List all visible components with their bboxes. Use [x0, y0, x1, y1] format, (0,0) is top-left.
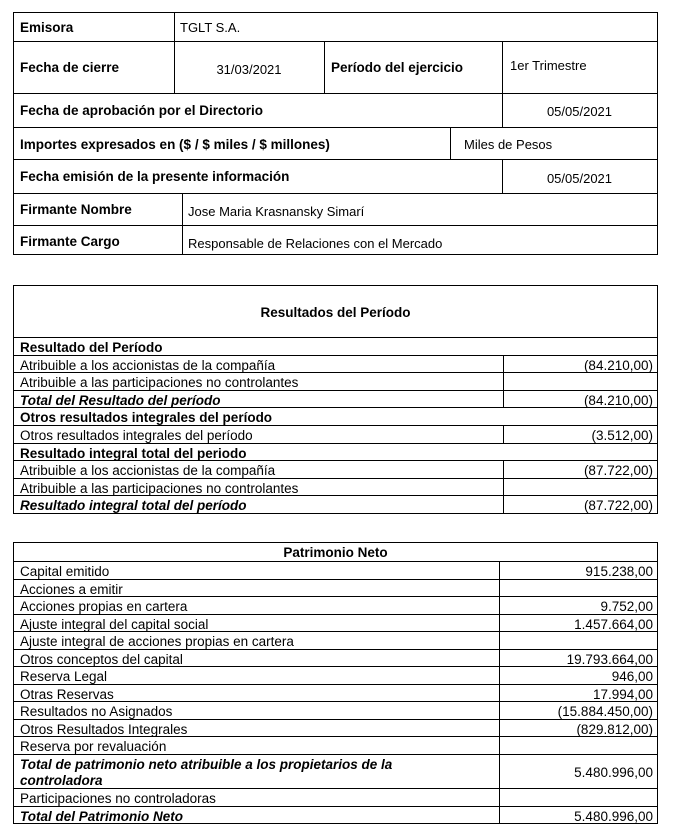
periodo-value: 1er Trimestre: [510, 58, 587, 73]
firmante-cargo-label: Firmante Cargo: [20, 234, 120, 249]
resultados-row-label: Atribuible a los accionistas de la compañía: [20, 463, 276, 479]
patrimonio-row: [14, 615, 657, 633]
importes-value: Miles de Pesos: [464, 137, 553, 152]
resultados-row: [14, 479, 657, 497]
emisora-label: Emisora: [20, 20, 74, 35]
patrimonio-row-label: Total del Patrimonio Neto: [20, 808, 184, 824]
patrimonio-row: [14, 580, 657, 598]
patrimonio-row: [14, 562, 657, 580]
patrimonio-title: Patrimonio Neto: [283, 545, 388, 560]
resultados-row-label: Resultado del Período: [20, 340, 163, 355]
resultados-row: [14, 444, 657, 462]
firmante-nombre-label: Firmante Nombre: [20, 202, 132, 217]
patrimonio-row-label: Otros conceptos del capital: [20, 651, 183, 667]
resultados-row: [14, 408, 657, 426]
resultados-title: Resultados del Período: [260, 305, 411, 320]
patrimonio-row: [14, 685, 657, 703]
resultados-row-value: (84.210,00): [583, 357, 653, 373]
patrimonio-row: [14, 807, 657, 825]
resultados-row: [14, 426, 657, 444]
resultados-row: [14, 373, 657, 391]
patrimonio-row-value: (15.884.450,00): [557, 704, 653, 719]
resultados-row-value: (87.722,00): [583, 463, 653, 479]
resultados-row-label: Atribuible a las participaciones no controlantes: [20, 375, 299, 391]
emisora-value: TGLT S.A.: [180, 20, 241, 35]
resultados-row: [14, 461, 657, 479]
fecha-cierre-label: Fecha de cierre: [20, 60, 120, 75]
resultados-row: [14, 338, 657, 356]
patrimonio-row-value: 9.752,00: [600, 599, 653, 614]
resultados-row-label: Otros resultados integrales del período: [20, 410, 273, 426]
patrimonio-table: [13, 542, 658, 824]
fecha-cierre-value: 31/03/2021: [216, 62, 282, 77]
header-table: [13, 12, 658, 255]
resultados-row-label: Resultado integral total del periodo: [20, 445, 247, 461]
patrimonio-row-label: Capital emitido: [20, 564, 110, 579]
patrimonio-row-value: 19.793.664,00: [566, 651, 653, 667]
resultados-row-value: (84.210,00): [583, 392, 653, 408]
resultados-row: [14, 356, 657, 374]
fecha-emision-label: Fecha emisión de la presente información: [20, 169, 290, 184]
resultados-row-label: Total del Resultado del período: [20, 392, 221, 408]
fecha-aprobacion-value: 05/05/2021: [546, 104, 613, 119]
patrimonio-row-value: 946,00: [611, 669, 653, 684]
firmante-nombre-value: Jose Maria Krasnansky Simarí: [188, 204, 365, 219]
patrimonio-row-value: 5.480.996,00: [574, 764, 653, 780]
resultados-row-label: Resultado integral total del período: [20, 498, 247, 514]
patrimonio-row-value: 1.457.664,00: [574, 616, 653, 632]
patrimonio-row: [14, 737, 657, 755]
patrimonio-row: [14, 650, 657, 668]
importes-label: Importes expresados en ($ / $ miles / $ millones): [20, 137, 330, 152]
resultados-row-label: Atribuible a las participaciones no controlantes: [20, 480, 299, 496]
patrimonio-row: [14, 789, 657, 807]
patrimonio-row-label: Ajuste integral de acciones propias en cartera: [20, 634, 294, 649]
patrimonio-row: [14, 597, 657, 615]
resultados-row: [14, 391, 657, 409]
patrimonio-row: [14, 667, 657, 685]
patrimonio-row-value: 915.238,00: [585, 564, 653, 579]
patrimonio-row-value: (829.812,00): [576, 721, 653, 737]
firmante-cargo-value: Responsable de Relaciones con el Mercado: [188, 236, 443, 251]
resultados-row: [14, 496, 657, 514]
patrimonio-row-label: Acciones propias en cartera: [20, 599, 188, 614]
resultados-row-label: Atribuible a los accionistas de la compañía: [20, 357, 276, 373]
patrimonio-row: [14, 702, 657, 720]
patrimonio-row-label: Acciones a emitir: [20, 581, 123, 597]
resultados-row-value: (87.722,00): [583, 498, 653, 514]
fecha-emision-value: 05/05/2021: [546, 171, 613, 186]
patrimonio-row-value: 5.480.996,00: [574, 808, 653, 824]
patrimonio-row: [14, 720, 657, 738]
patrimonio-row-label: Otras Reservas: [20, 686, 114, 702]
patrimonio-row: [14, 632, 657, 650]
patrimonio-row-label: Total de patrimonio neto atribuible a los propietarios de la: [20, 756, 393, 772]
patrimonio-row-label-line2: controladora: [20, 772, 103, 788]
resultados-table: [13, 285, 658, 514]
patrimonio-row-label: Otros Resultados Integrales: [20, 721, 188, 737]
periodo-label: Período del ejercicio: [331, 60, 464, 75]
resultados-row-value: (3.512,00): [591, 428, 653, 443]
patrimonio-row-label: Ajuste integral del capital social: [20, 616, 209, 632]
patrimonio-row: [14, 755, 657, 790]
patrimonio-row-label: Resultados no Asignados: [20, 704, 173, 719]
patrimonio-row-label: Reserva por revaluación: [20, 739, 167, 754]
patrimonio-row-value: 17.994,00: [592, 686, 653, 702]
fecha-aprobacion-label: Fecha de aprobación por el Directorio: [20, 103, 264, 118]
patrimonio-row-label: Participaciones no controladoras: [20, 791, 216, 806]
patrimonio-row-label: Reserva Legal: [20, 669, 108, 684]
resultados-row-label: Otros resultados integrales del período: [20, 428, 253, 443]
